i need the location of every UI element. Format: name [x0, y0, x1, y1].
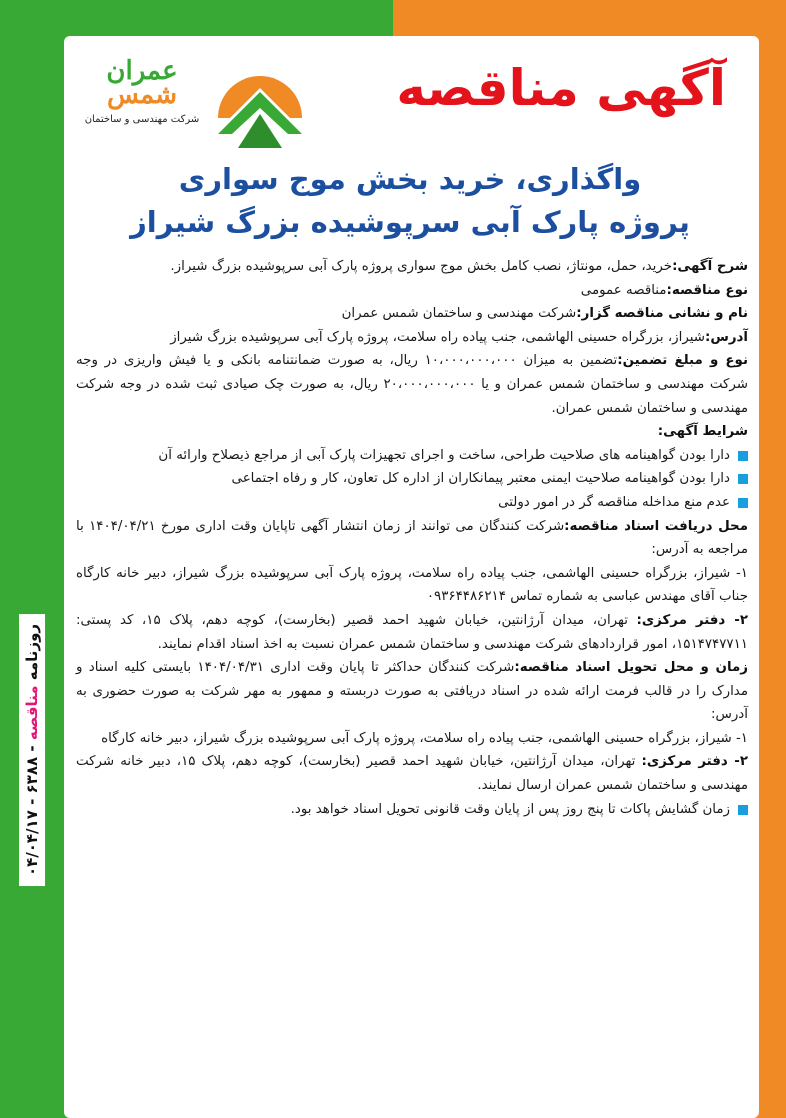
tender-type-paragraph: [76, 279, 748, 303]
condition-item: [76, 467, 748, 491]
opening-text: زمان گشایش پاکات تا پنج روز پس از پایان وقت قانونی تحویل اسناد خواهد بود.: [290, 801, 730, 817]
guarantee-text: تضمین به میزان ۱۰،۰۰۰،۰۰۰،۰۰۰ ریال، به صورت ضمانتنامه بانکی و یا فیش واریزی در وجه شرکت مهندسی و ساختمان شمس عمران و یا ۲۰،۰۰۰،۰۰۰،۰۰۰ ریال، به صورت چک صیادی ثبت شده در وجه شرکت مهندسی و ساختمان شمس عمران.: [76, 353, 748, 416]
newspaper-issue-label: [19, 614, 45, 886]
condition-text: دارا بودن گواهینامه های صلاحیت طراحی، ساخت و اجرای تجهیزات پارک آبی از مراجع ذیصلاح وارائه آن: [158, 447, 730, 463]
receive-label: محل دریافت اسناد مناقصه:: [564, 518, 748, 534]
organizer-paragraph: [76, 302, 748, 326]
condition-text: دارا بودن گواهینامه صلاحیت ایمنی معتبر پیمانکاران از اداره کل تعاون، کار و رفاه اجتماعی: [231, 471, 730, 487]
conditions-heading: شرایط آگهی:: [657, 424, 748, 440]
ad-title: آگهی مناقصه: [396, 59, 726, 117]
tender-type-label: نوع مناقصه:: [666, 282, 748, 298]
ad-body: [76, 255, 748, 821]
square-bullet-icon: [738, 474, 748, 484]
address-text: شیراز، بزرگراه حسینی الهاشمی، جنب پیاده راه سلامت، پروژه پارک آبی سرپوشیده بزرگ شیراز: [170, 329, 705, 345]
receive-address-1: [76, 562, 748, 609]
description-paragraph: [76, 255, 748, 279]
description-text: خرید، حمل، مونتاژ، نصب کامل بخش موج سواری پروژه پارک آبی سرپوشیده بزرگ شیراز.: [170, 259, 673, 274]
sun-mountain-icon: [210, 58, 310, 154]
square-bullet-icon: [738, 498, 748, 508]
opening-note: [76, 798, 748, 822]
newspaper-brand: مناقصه: [23, 685, 42, 741]
deliver-address-2-text: تهران، میدان آرژانتین، خیابان شهید احمد قصیر (بخارست)، کوچه دهم، پلاک ۱۵، دبیر خانه شرکت مهندسی و ساختمان شمس عمران ارسال نمایند.: [76, 754, 748, 794]
deliver-address-1-text: ۱- شیراز، بزرگراه حسینی الهاشمی، جنب پیاده راه سلامت، پروژه پارک آبی سرپوشیده بزرگ شیراز، دبیر خانه کارگاه: [101, 730, 748, 746]
company-logo: [82, 48, 322, 160]
issue-number-date: - ۶۳۸۸ - ۰۴/۰۴/۱۷: [23, 740, 42, 877]
address-paragraph: [76, 326, 748, 350]
logo-subtitle: شرکت مهندسی و ساختمان: [84, 114, 200, 125]
organizer-text: شرکت مهندسی و ساختمان شمس عمران: [341, 306, 577, 322]
newspaper-footer: [6, 520, 58, 980]
newspaper-name: روزنامه: [23, 623, 42, 686]
receive-paragraph: [76, 515, 748, 562]
address-label: آدرس:: [704, 329, 748, 345]
subtitle-line-2: پروژه پارک آبی سرپوشیده بزرگ شیراز: [130, 205, 690, 239]
deliver-text: شرکت کنندگان حداکثر تا پایان وقت اداری ۱۴۰۴/۰۴/۳۱ بایستی کلیه اسناد و مدارک را در قالب فرمت ارائه شده در اسناد دریافتی به صورت دربسته و ممهور به مهر شرکت به صورت حضوری به آدرس:: [76, 660, 748, 723]
deliver-address-2: [76, 750, 748, 797]
condition-item: [76, 491, 748, 515]
logo-word-shams: شمس: [107, 80, 177, 110]
receive-address-2: [76, 609, 748, 656]
guarantee-label: نوع و مبلغ تضمین:: [617, 353, 748, 369]
deliver-address-2-label: ۲- دفتر مرکزی:: [641, 754, 748, 770]
receive-address-1-text: ۱- شیراز، بزرگراه حسینی الهاشمی، جنب پیاده راه سلامت، پروژه پارک آبی سرپوشیده بزرگ شیراز، دبیر خانه کارگاه جناب آقای مهندس عباسی به شماره تماس ۰۹۳۶۴۴۸۶۲۱۴: [76, 565, 748, 605]
receive-text: شرکت کنندگان می توانند از زمان انتشار آگهی تاپایان وقت اداری مورخ ۱۴۰۴/۰۴/۲۱ با مراجعه به آدرس:: [76, 518, 748, 558]
deliver-paragraph: [76, 656, 748, 727]
logo-word-omran: عمران: [106, 56, 178, 86]
logo-wordmark: [82, 48, 202, 160]
receive-address-2-text: تهران، میدان آرژانتین، خیابان شهید احمد قصیر (بخارست)، کوچه دهم، پلاک ۱۵، کد پستی: ۱۵۱۴۷۴۷۷۱۱، امور قراردادهای شرکت مهندسی و ساختمان شمس عمران نسبت به اخذ اسناد اقدام نمایند.: [76, 612, 748, 652]
square-bullet-icon: [738, 805, 748, 815]
square-bullet-icon: [738, 451, 748, 461]
organizer-label: نام و نشانی مناقصه گزار:: [576, 306, 748, 322]
description-label: شرح آگهی:: [672, 259, 748, 274]
deliver-label: زمان و محل تحویل اسناد مناقصه:: [514, 660, 748, 676]
condition-item: [76, 444, 748, 468]
condition-text: عدم منع مداخله مناقصه گر در امور دولتی: [498, 494, 730, 510]
guarantee-paragraph: [76, 349, 748, 420]
receive-address-2-label: ۲- دفتر مرکزی:: [636, 612, 749, 628]
tender-type-text: مناقصه عمومی: [580, 282, 667, 298]
deliver-address-1: [76, 727, 748, 751]
subtitle-line-1: واگذاری، خرید بخش موج سواری: [178, 162, 642, 196]
